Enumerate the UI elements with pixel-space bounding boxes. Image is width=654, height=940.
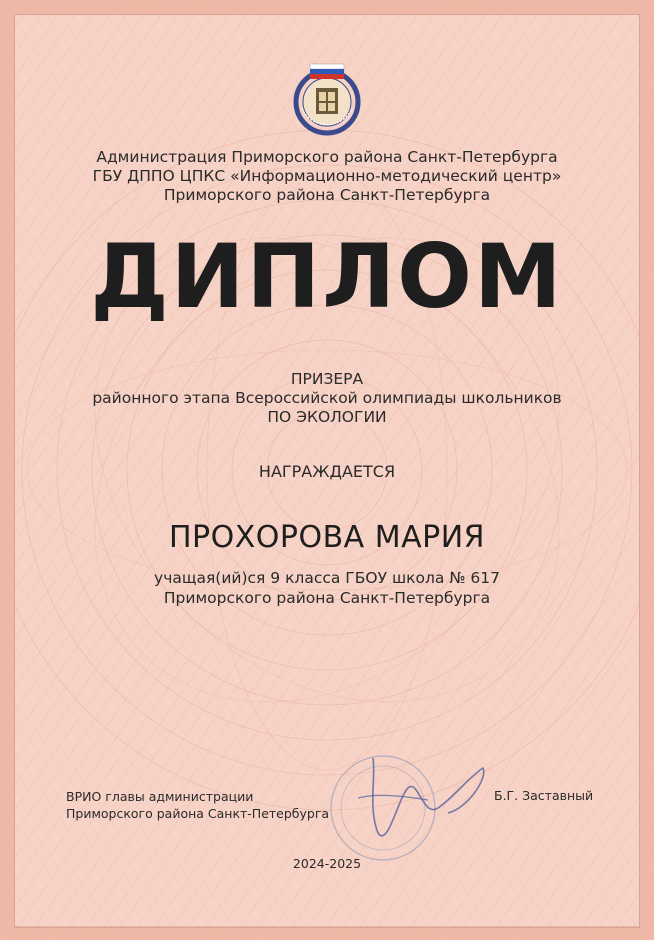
diploma-title: ДИПЛОМ	[90, 225, 564, 328]
issuer-line-3: Приморского района Санкт-Петербурга	[163, 186, 491, 204]
awarded-label: НАГРАЖДАЕТСЯ	[258, 462, 396, 481]
school-line-2: Приморского района Санкт-Петербурга	[163, 589, 491, 607]
position-line-2: Приморского района Санкт-Петербурга	[66, 806, 330, 821]
recipient-name: ПРОХОРОВА МАРИЯ	[168, 520, 486, 555]
academic-year: 2024-2025	[292, 856, 362, 871]
signature-stamp-icon	[318, 738, 488, 868]
recipient-school	[40, 568, 614, 608]
olympiad-emblem-icon	[288, 60, 366, 138]
signatory-name: Б.Г. Заставный	[494, 788, 594, 803]
award-line-2: районного этапа Всероссийской олимпиады школьников	[92, 389, 562, 407]
issuer-line-1: Администрация Приморского района Санкт-Петербурга	[96, 148, 558, 166]
position-line-1: ВРИО главы администрации	[66, 789, 254, 804]
award-line-1: ПРИЗЕРА	[290, 370, 364, 388]
award-description	[40, 370, 614, 427]
award-line-3: ПО ЭКОЛОГИИ	[267, 408, 387, 426]
issuer-line-2: ГБУ ДППО ЦПКС «Информационно-методический центр»	[92, 167, 562, 185]
issuer-header	[40, 148, 614, 205]
school-line-1: учащая(ий)ся 9 класса ГБОУ школа № 617	[154, 569, 500, 587]
signatory-position	[66, 788, 329, 822]
